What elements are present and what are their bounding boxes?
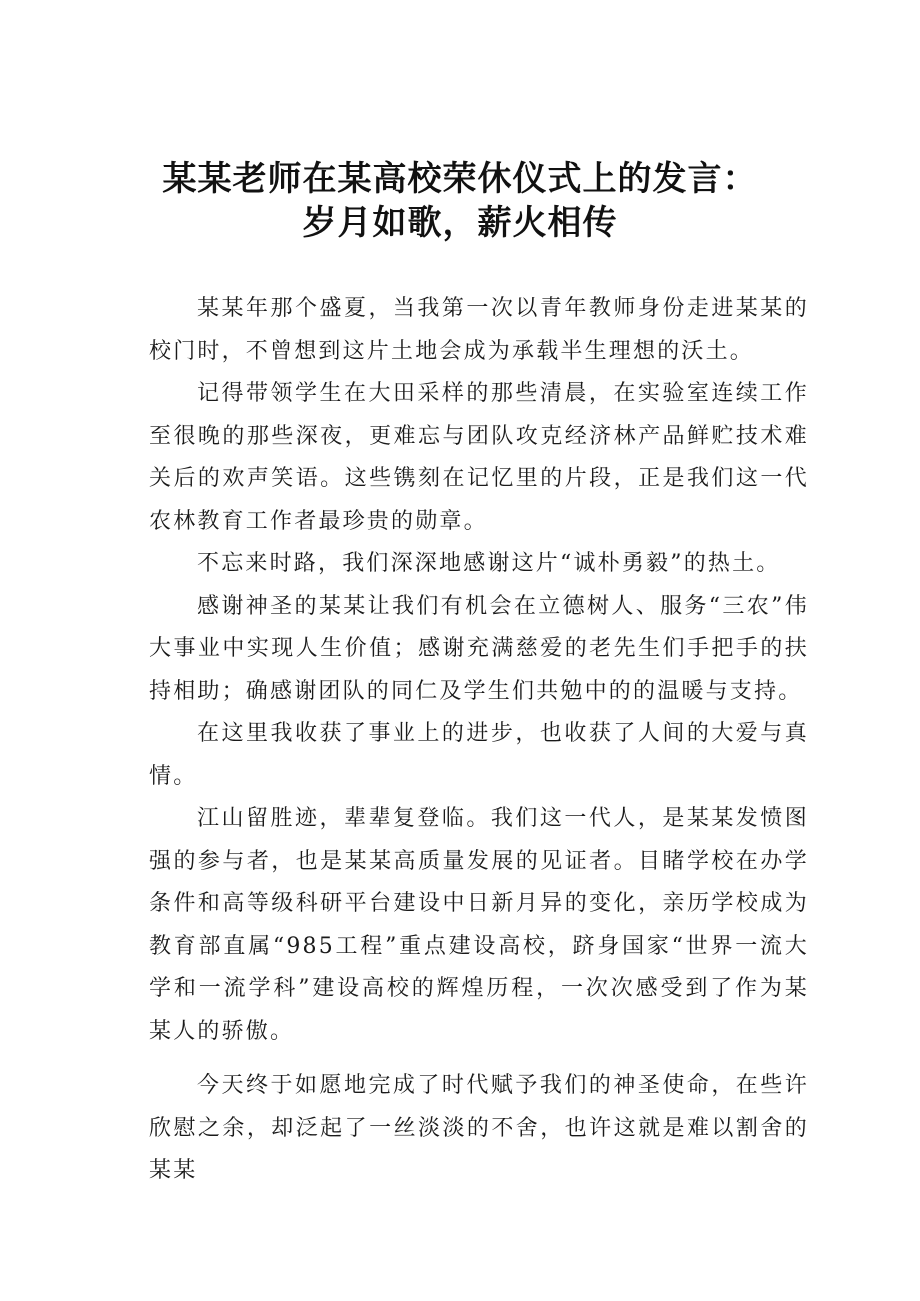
- title-line-1: 某某老师在某高校荣休仪式上的发言：: [162, 159, 758, 199]
- paragraph: 感谢神圣的某某让我们有机会在立德树人、服务“三农”伟大事业中实现人生价值；感谢充满慈爱的老先生们手把手的扶持相助；确感谢团队的同仁及学生们共勉中的的温暖与支持。: [149, 593, 809, 704]
- paragraph: 记得带领学生在大田采样的那些清晨，在实验室连续工作至很晚的那些深夜，更难忘与团队攻克经济林产品鲜贮技术难关后的欢声笑语。这些镌刻在记忆里的片段，正是我们这一代农林教育工作者最珍贵的勋章。: [149, 381, 809, 534]
- document-body: [149, 288, 809, 1193]
- paragraph: 不忘来时路，我们深深地感谢这片“诚朴勇毅”的热土。: [197, 551, 781, 576]
- paragraph: 江山留胜迹，辈辈复登临。我们这一代人，是某某发愤图强的参与者，也是某某高质量发展的见证者。目睹学校在办学条件和高等级科研平台建设中日新月异的变化，亲历学校成为教育部直属“985工程”重点建设高校，跻身国家“世界一流大学和一流学科”建设高校的辉煌历程，一次次感受到了作为某某人的骄傲。: [149, 806, 809, 1044]
- title-line-2: 岁月如歌，薪火相传: [302, 203, 618, 243]
- paragraph: 在这里我收获了事业上的进步，也收获了人间的大爱与真情。: [149, 721, 809, 789]
- paragraph: 某某年那个盛夏，当我第一次以青年教师身份走进某某的校门时，不曾想到这片土地会成为承载半生理想的沃土。: [149, 296, 809, 364]
- paragraph: 今天终于如愿地完成了时代赋予我们的神圣使命，在些许欣慰之余，却泛起了一丝淡淡的不舍，也许这就是难以割舍的某某: [149, 1073, 809, 1183]
